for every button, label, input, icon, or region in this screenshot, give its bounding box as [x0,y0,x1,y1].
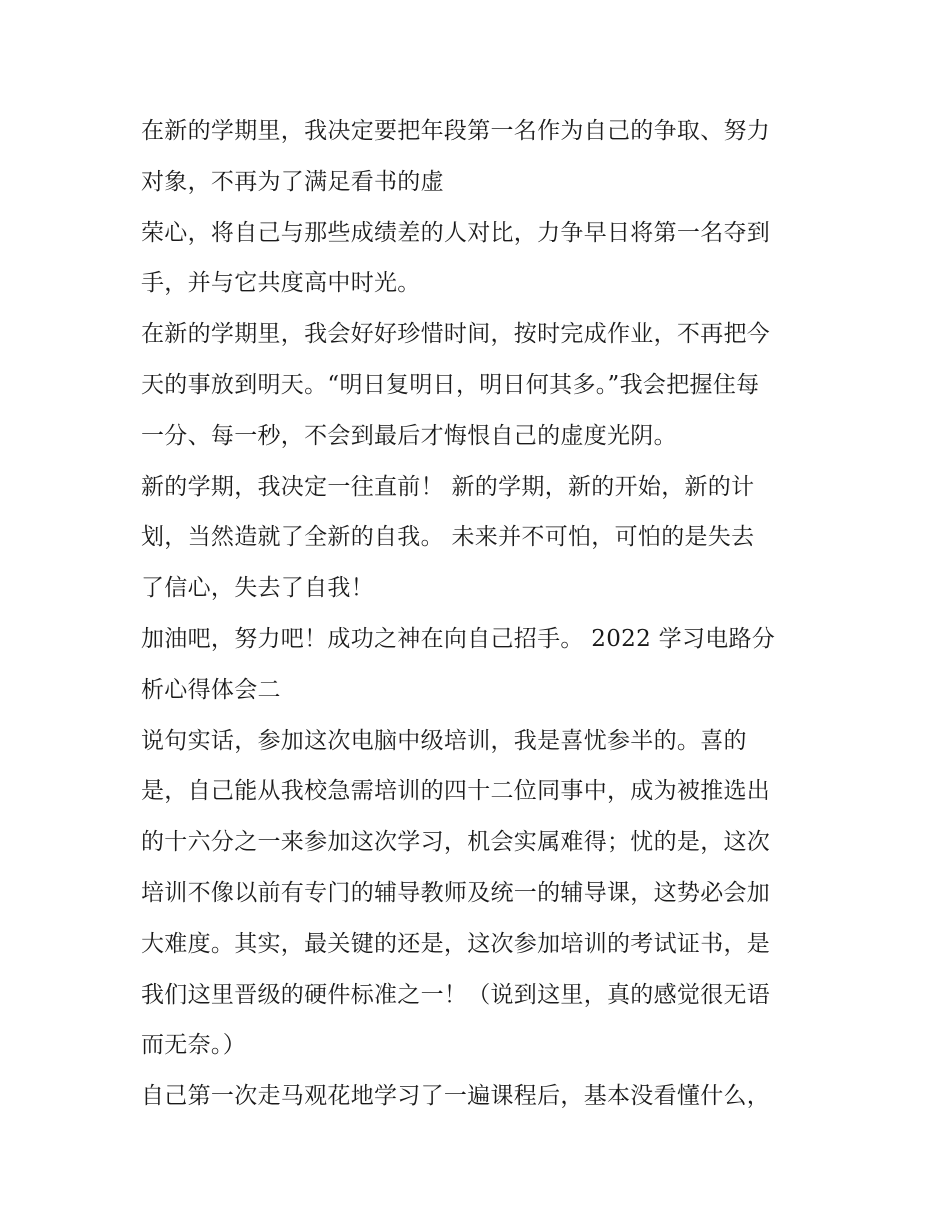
text-line: 加油吧，努力吧！成功之神在向自己招手。 2022 学习电路分 [141,625,776,652]
text-line: 在新的学期里，我决定要把年段第一名作为自己的争取、努力 [141,118,771,144]
text-line: 一分、每一秒，不会到最后才悔恨自己的虚度光阴。 [141,422,677,449]
text-line: 说句实话，参加这次电脑中级培训，我是喜忧参半的。喜的 [141,727,747,754]
text-line: 了信心，失去了自我！ [141,575,374,602]
text-line: 析心得体会二 [141,676,281,703]
text-line: 自己第一次走马观花地学习了一遍课程后，基本没看懂什么， [141,1083,771,1110]
text-line: 大难度。其实，最关键的还是，这次参加培训的考试证书，是 [141,930,771,957]
text-line: 是，自己能从我校急需培训的四十二位同事中，成为被推选出 [141,778,771,805]
text-line: 天的事放到明天。“明日复明日，明日何其多。”我会把握住每 [141,371,760,398]
text-line: 荣心，将自己与那些成绩差的人对比，力争早日将第一名夺到 [141,219,771,246]
text-line: 培训不像以前有专门的辅导教师及统一的辅导课，这势必会加 [141,879,771,906]
text-line: 我们这里晋级的硬件标准之一！（说到这里，真的感觉很无语 [141,981,771,1008]
text-line: 在新的学期里，我会好好珍惜时间，按时完成作业，不再把今 [141,321,771,348]
text-line: 手，并与它共度高中时光。 [141,270,421,297]
text-line: 的十六分之一来参加这次学习，机会实属难得；忧的是，这次 [141,829,771,856]
text-line: 而无奈。） [141,1032,246,1059]
text-line: 对象，不再为了满足看书的虚 [141,168,444,195]
text-line: 划，当然造就了全新的自我。 未来并不可怕，可怕的是失去 [141,524,755,551]
text-line: 新的学期，我决定一往直前！ 新的学期，新的开始，新的计 [141,473,755,500]
document-body [141,106,821,1122]
